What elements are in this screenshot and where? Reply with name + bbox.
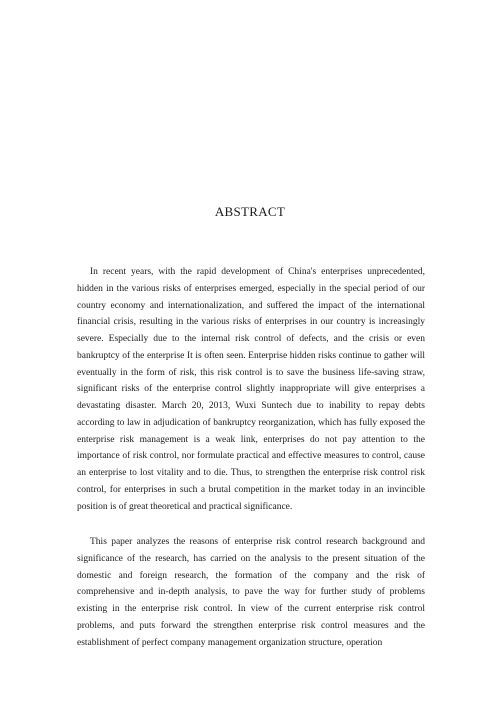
abstract-paragraph-1: In recent years, with the rapid development of China's enterprises unprecedented, hidden in the various risks of enterprises emerged, especially in the special period of our country economy and internationalization, and suffered the impact of the international financial crisis, resulting in the various risks of enterprises in our country is increasingly severe. Especially due to the internal risk control of defects, and the crisis or even bankruptcy of the enterprise It is often seen. Enterprise hidden risks continue to gather will eventually in the form of risk, this risk control is to save the business life-saving straw, significant risks of the enterprise control slightly inappropriate will give enterprises a devastating disaster. March 20, 2013, Wuxi Suntech due to inability to repay debts according to law in adjudication of bankruptcy reorganization, which has fully exposed the enterprise risk management is a weak link, enterprises do not pay attention to the importance of risk control, nor formulate practical and effective measures to control, cause an enterprise to lost vitality and to die. Thus, to strengthen the enterprise risk control risk control, for enterprises in such a brutal competition in the market today in an invincible position is of great theoretical and practical significance. — [77, 267, 425, 512]
abstract-title: ABSTRACT — [214, 204, 286, 219]
abstract-paragraph-2: This paper analyzes the reasons of enterprise risk control research background and significance of the research, has carried on the analysis to the present situation of the domestic and foreign research, the formation of the company and the risk of comprehensive and in-depth analysis, to pave the way for further study of problems existing in the enterprise risk control. In view of the current enterprise risk control problems, and puts forward the strengthen enterprise risk control measures and the establishment of perfect company management organization structure, operation — [77, 537, 425, 648]
